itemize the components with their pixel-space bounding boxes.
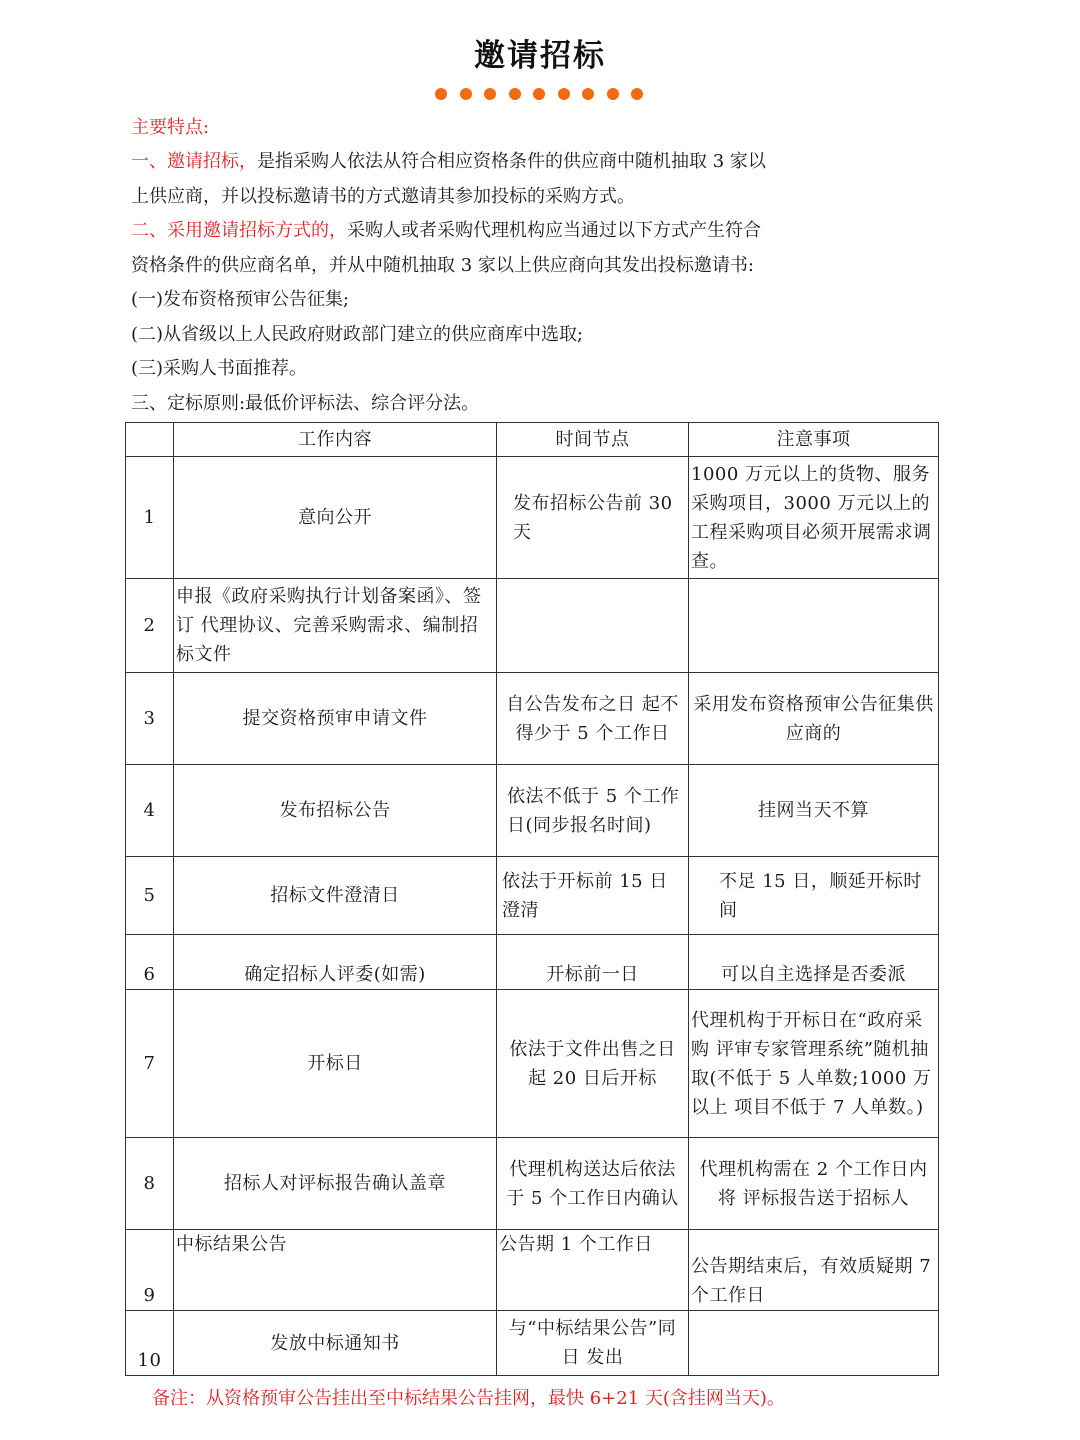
row-content: 意向公开 xyxy=(174,457,497,579)
row-time: 依法于文件出售之日 起 20 日后开标 xyxy=(497,990,689,1138)
intro-item-2: (二)从省级以上人民政府财政部门建立的供应商库中选取; xyxy=(131,324,584,345)
row-note: 挂网当天不算 xyxy=(689,765,939,857)
table-header-row xyxy=(126,423,939,457)
row-time: 依法不低于 5 个工作日(同步报名时间) xyxy=(497,765,689,857)
p1-text: 是指采购人依法从符合相应资格条件的供应商中随机抽取 3 家以 xyxy=(257,151,766,172)
row-no: 3 xyxy=(126,673,174,765)
row-time: 代理机构送达后依法 于 5 个工作日内确认 xyxy=(497,1138,689,1230)
header-no xyxy=(126,423,174,457)
dot-icon xyxy=(435,88,447,100)
row-note: 代理机构需在 2 个工作日内将 评标报告送于招标人 xyxy=(689,1138,939,1230)
row-time xyxy=(497,579,689,673)
row-no: 8 xyxy=(126,1138,174,1230)
row-no: 9 xyxy=(126,1230,174,1311)
table-row xyxy=(126,990,939,1138)
footnote: 备注：从资格预审公告挂出至中标结果公告挂网，最快 6+21 天(含挂网当天)。 xyxy=(152,1388,785,1409)
row-note: 可以自主选择是否委派 xyxy=(689,935,939,990)
row-content: 招标文件澄清日 xyxy=(174,857,497,935)
row-time: 依法于开标前 15 日澄清 xyxy=(497,857,689,935)
table-row xyxy=(126,1311,939,1376)
row-note: 1000 万元以上的货物、服务采购项目，3000 万元以上的工程采购项目必须开展需求调查。 xyxy=(689,457,939,579)
p1-highlight: 一、邀请招标， xyxy=(131,151,257,172)
row-time: 与“中标结果公告”同 日 发出 xyxy=(497,1311,689,1376)
row-content: 招标人对评标报告确认盖章 xyxy=(174,1138,497,1230)
dot-icon xyxy=(533,88,545,100)
row-no: 5 xyxy=(126,857,174,935)
intro-paragraph-3: 三、定标原则:最低价评标法、综合评分法。 xyxy=(131,393,480,414)
p2-text: 采购人或者采购代理机构应当通过以下方式产生符合 xyxy=(347,220,761,241)
row-note xyxy=(689,579,939,673)
dot-icon xyxy=(484,88,496,100)
intro-paragraph-1 xyxy=(131,150,766,174)
row-time: 自公告发布之日 起不 得少于 5 个工作日 xyxy=(497,673,689,765)
row-content: 中标结果公告 xyxy=(174,1230,497,1311)
table-row xyxy=(126,1138,939,1230)
dot-icon xyxy=(631,88,643,100)
table-row xyxy=(126,457,939,579)
dot-icon xyxy=(460,88,472,100)
decorative-dots xyxy=(435,88,643,100)
table-row xyxy=(126,1230,939,1311)
process-table xyxy=(125,422,939,1376)
intro-item-3: (三)采购人书面推荐。 xyxy=(131,358,308,379)
header-content: 工作内容 xyxy=(174,423,497,457)
row-time: 开标前一日 xyxy=(497,935,689,990)
row-no: 7 xyxy=(126,990,174,1138)
header-time: 时间节点 xyxy=(497,423,689,457)
intro-paragraph-2 xyxy=(131,219,761,243)
page-title: 邀请招标 xyxy=(474,38,606,74)
row-note: 代理机构于开标日在“政府采购 评审专家管理系统”随机抽取(不低于 5 人单数;1000 万以上 项目不低于 7 人单数。) xyxy=(689,990,939,1138)
row-note: 不足 15 日，顺延开标时间 xyxy=(689,857,939,935)
dot-icon xyxy=(582,88,594,100)
table-row xyxy=(126,765,939,857)
row-no: 4 xyxy=(126,765,174,857)
intro-item-1: (一)发布资格预审公告征集; xyxy=(131,289,350,310)
p2-highlight: 二、采用邀请招标方式的， xyxy=(131,220,347,241)
row-content: 发布招标公告 xyxy=(174,765,497,857)
table-row xyxy=(126,579,939,673)
intro-heading: 主要特点: xyxy=(131,117,210,138)
row-content: 提交资格预审申请文件 xyxy=(174,673,497,765)
row-time: 公告期 1 个工作日 xyxy=(497,1230,689,1311)
row-note: 公告期结束后，有效质疑期 7 个工作日 xyxy=(689,1230,939,1311)
row-note xyxy=(689,1311,939,1376)
table-row xyxy=(126,673,939,765)
table-row xyxy=(126,857,939,935)
dot-icon xyxy=(607,88,619,100)
dot-icon xyxy=(558,88,570,100)
row-no: 10 xyxy=(126,1311,174,1376)
row-note: 采用发布资格预审公告征集供 应商的 xyxy=(689,673,939,765)
row-no: 6 xyxy=(126,935,174,990)
row-content: 确定招标人评委(如需) xyxy=(174,935,497,990)
row-time: 发布招标公告前 30 天 xyxy=(497,457,689,579)
intro-paragraph-1-cont: 上供应商，并以投标邀请书的方式邀请其参加投标的采购方式。 xyxy=(131,186,635,207)
header-note: 注意事项 xyxy=(689,423,939,457)
row-content: 申报《政府采购执行计划备案函》、签订 代理协议、完善采购需求、编制招标文件 xyxy=(174,579,497,673)
row-no: 1 xyxy=(126,457,174,579)
dot-icon xyxy=(509,88,521,100)
intro-paragraph-2-cont: 资格条件的供应商名单，并从中随机抽取 3 家以上供应商向其发出投标邀请书: xyxy=(131,255,754,276)
row-content: 开标日 xyxy=(174,990,497,1138)
table-row xyxy=(126,935,939,990)
row-content: 发放中标通知书 xyxy=(174,1311,497,1376)
row-no: 2 xyxy=(126,579,174,673)
